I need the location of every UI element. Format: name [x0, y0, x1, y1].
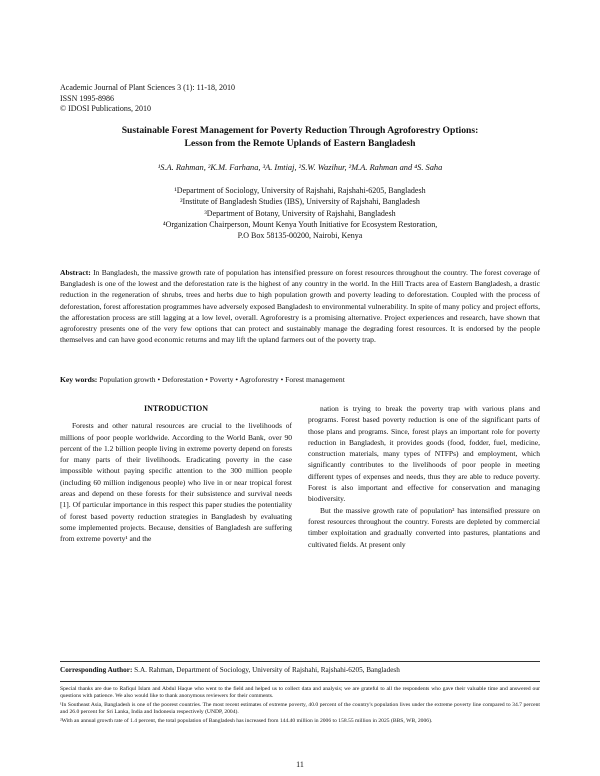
affiliation-3: ³Department of Botany, University of Rajshahi, Bangladesh — [204, 208, 396, 218]
footnote-2: ²With an annual growth rate of 1.4 percent, the total population of Bangladesh has increased from 144.40 million in 2006 to 158.55 million in 2025 (BBS, WB, 2006). — [60, 718, 433, 724]
section-heading-introduction: INTRODUCTION — [143, 404, 208, 413]
journal-copyright: © IDOSI Publications, 2010 — [60, 104, 151, 113]
affiliation-1: ¹Department of Sociology, University of Rajshahi, Rajshahi-6205, Bangladesh — [174, 186, 426, 195]
title-line-2: Lesson from the Remote Uplands of Eastern Bangladesh — [184, 138, 416, 149]
left-column — [60, 403, 292, 545]
keywords — [60, 375, 540, 384]
footnote-1: ¹In Southeast Asia, Bangladesh is one of the poorest countries. The most recent estimates of extreme poverty, 40.0 percent of the country's population lives under the extreme poverty line compared to 34.7 percent and 26.0 percent for Sri Lanka, India and Indonesia respectively (UNDP, 2004). — [60, 702, 540, 715]
corresponding-label: Corresponding Author: — [60, 666, 133, 674]
author-list: ¹S.A. Rahman, ²K.M. Farhana, ³A. Imtiaj, ²S.W. Wazihur, ²M.A. Rahman and ⁴S. Saha — [157, 163, 443, 172]
footer-rule — [60, 661, 540, 662]
corresponding-author — [60, 666, 540, 674]
journal-issn: ISSN 1995-8986 — [60, 93, 115, 103]
footnote-acknowledgement: Special thanks are due to Rafiqul Islam and Abdul Haque who went to the field and helped us to collect data and analysis; we are grateful to all the respondents who gave their valuable time and answered our questions with patience. We also would like to thank anonymous reviewers for their comments. — [60, 686, 540, 699]
affiliation-4: ⁴Organization Chairperson, Mount Kenya Youth Initiative for Ecosystem Restoration, — [162, 219, 438, 229]
paper-title — [40, 124, 560, 150]
keywords-text: Population growth • Deforestation • Poverty • Agroforestry • Forest management — [99, 375, 345, 384]
right-column — [308, 403, 540, 550]
affiliation-5: P.O Box 58135-00200, Nairobi, Kenya — [237, 231, 363, 241]
footnote-rule — [60, 681, 540, 682]
affiliation-2: ²Institute of Bangladesh Studies (IBS), University of Rajshahi, Bangladesh — [180, 197, 420, 207]
journal-citation: Academic Journal of Plant Sciences 3 (1): 11-18, 2010 — [60, 83, 235, 92]
footnotes — [60, 686, 540, 727]
journal-header — [60, 83, 235, 115]
intro-paragraph-1: Forests and other natural resources are crucial to the livelihoods of millions of poor people worldwide. According to the World Bank, over 90 percent of the 1.2 billion people living in extreme poverty depend on forests for many parts of their livelihoods. Eradicating poverty in the case impossible without paying specific attention to the 300 million people (including 60 million indigenous people) who live in or near tropical forest areas and depend on these forests for their subsistence and survival needs [1]. Of particular importance in this respect this paper studies the potentiality of forest based poverty reduction strategies in Bangladesh by evaluating some implemented projects. Because, densities of Bangladesh are suffering from extreme poverty¹ and the — [60, 421, 292, 544]
affiliations — [60, 185, 540, 241]
abstract — [60, 267, 540, 345]
intro-paragraph-3: But the massive growth rate of population² has intensified pressure on forest resources throughout the country. Forests are depleted by commercial timber exploitation and gradually converted into pastures, plantations and cultivated fields. At present only — [308, 505, 540, 549]
abstract-label: Abstract: — [60, 268, 91, 277]
intro-paragraph-2: nation is trying to break the poverty trap with various plans and programs. Forest based poverty reduction is one of the significant parts of those plans and programs. Since, forest plays an important role for poverty reduction in Bangladesh, it provides goods (food, fodder, fuel, medicine, construction materials, many types of NTFPs) and employment, which significantly contributes to the livelihoods of poor people in meeting different types of expenses and needs, thus they are able to reduce poverty. Forest is also important and effective for conservation and managing biodiversity. — [308, 404, 540, 504]
title-line-1: Sustainable Forest Management for Poverty Reduction Through Agroforestry Options: — [121, 125, 479, 136]
keywords-label: Key words: — [60, 375, 98, 384]
abstract-text: In Bangladesh, the massive growth rate of population has intensified pressure on forest resources throughout the country. The forest coverage of Bangladesh is one of the lowest and the deforestation rate is the highest of any country in the world. In the Hill Tracts area of Eastern Bangladesh, a drastic reduction in the regeneration of shrubs, trees and herbs due to high population growth and poverty leading to deforestation. Coupled with the process of deforestation, forest afforestation programmes have adversely exposed Bangladesh to environmental vulnerability. In spite of many policy and project efforts, the afforestation process are still lagging at a low level, overall. Agroforestry is a promising alternative. Project experiences and research, have shown that agroforestry presents one of the very few options that can protect and sustainably manage the degrading forest resources. It is endorsed by the people themselves and can have good economic returns and may lift the upland farmers out of the poverty trap. — [60, 268, 540, 345]
page-number: 11 — [296, 760, 304, 769]
corresponding-text: S.A. Rahman, Department of Sociology, University of Rajshahi, Rajshahi-6205, Bangladesh — [134, 666, 400, 674]
